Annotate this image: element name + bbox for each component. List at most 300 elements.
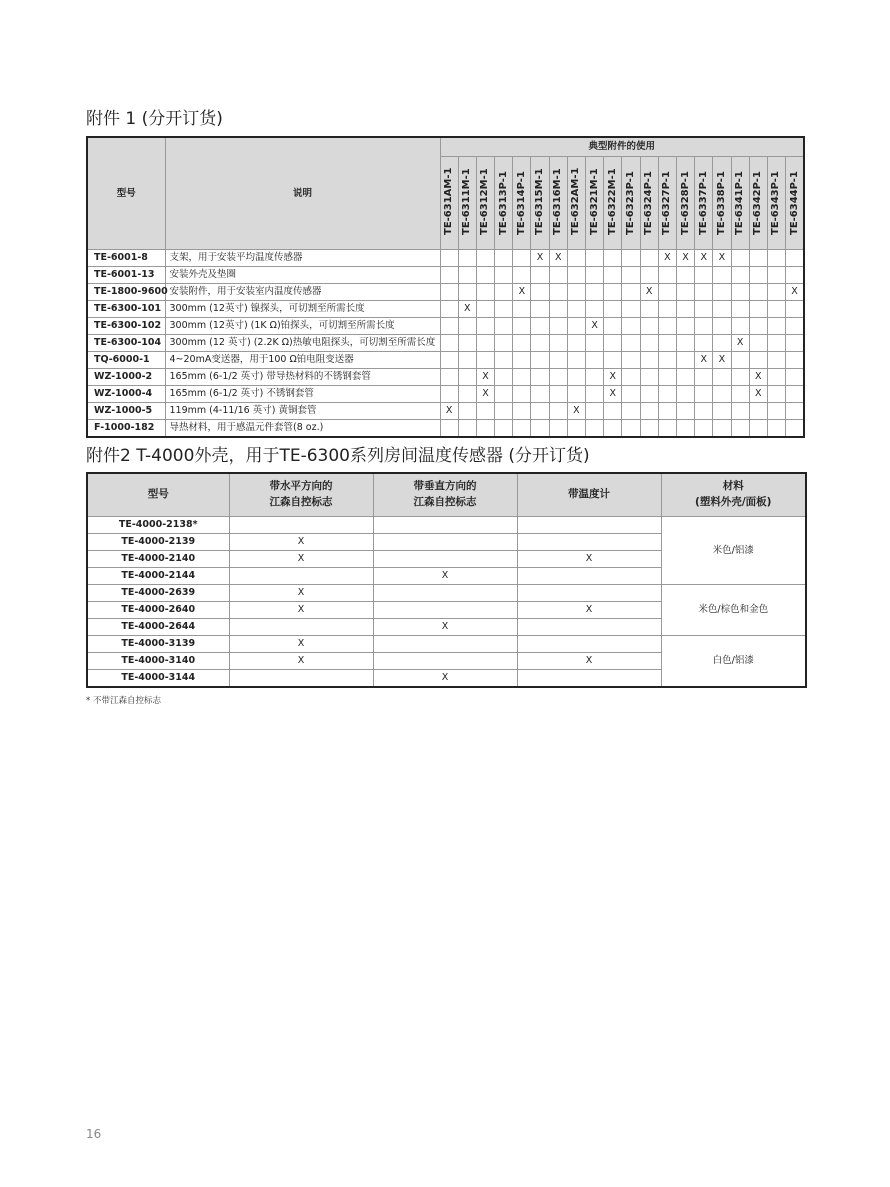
usage-mark [531, 386, 549, 403]
usage-mark [658, 335, 676, 352]
usage-mark [495, 352, 513, 369]
column-header-label: TE-6343P-1 [770, 171, 782, 235]
column-header-label: TE-6314P-1 [515, 171, 527, 235]
usage-mark: X [549, 250, 567, 267]
usage-mark [549, 386, 567, 403]
column-header-label: TE-6311M-1 [461, 168, 473, 235]
row-model: TE-6300-102 [87, 318, 165, 335]
usage-mark [767, 318, 785, 335]
table-row [87, 250, 804, 267]
usage-mark [495, 284, 513, 301]
usage-mark [531, 335, 549, 352]
row-model: TE-4000-2139 [87, 534, 229, 551]
usage-mark [604, 250, 622, 267]
column-header-label: TE-6316M-1 [552, 168, 564, 235]
usage-mark [622, 318, 640, 335]
accessories-table-1 [86, 136, 805, 438]
usage-mark [695, 267, 713, 284]
column-header [767, 157, 785, 250]
row-description: 165mm (6-1/2 英寸) 带导热材料的不锈钢套管 [165, 369, 440, 386]
usage-mark: X [604, 369, 622, 386]
usage-mark [567, 369, 585, 386]
column-header-label: TE-631AM-1 [443, 167, 455, 235]
usage-mark [676, 386, 694, 403]
usage-mark [604, 335, 622, 352]
usage-mark [767, 267, 785, 284]
usage-mark: X [640, 284, 658, 301]
usage-mark [640, 267, 658, 284]
usage-mark [495, 301, 513, 318]
usage-mark [495, 403, 513, 420]
usage-mark [549, 318, 567, 335]
usage-mark [531, 352, 549, 369]
usage-mark [458, 318, 476, 335]
usage-mark [622, 267, 640, 284]
column-header-label: TE-6324P-1 [643, 171, 655, 235]
usage-mark: X [476, 369, 494, 386]
vertical-logo-mark [373, 551, 517, 568]
column-header-label: TE-6312M-1 [479, 168, 491, 235]
usage-mark: X [749, 386, 767, 403]
usage-mark: X [713, 250, 731, 267]
usage-mark [676, 335, 694, 352]
accessories-table-2 [86, 472, 807, 688]
usage-mark [586, 335, 604, 352]
column-header [622, 157, 640, 250]
table2-title: 附件2 T-4000外壳，用于TE-6300系列房间温度传感器 (分开订货) [86, 446, 590, 466]
usage-mark [658, 284, 676, 301]
usage-mark [531, 284, 549, 301]
table-row [87, 517, 806, 534]
column-header-label: TE-6338P-1 [715, 171, 727, 235]
usage-mark [513, 250, 531, 267]
row-model: WZ-1000-4 [87, 386, 165, 403]
usage-mark [458, 352, 476, 369]
usage-mark [495, 386, 513, 403]
usage-mark [495, 318, 513, 335]
usage-mark [767, 335, 785, 352]
usage-mark [731, 386, 749, 403]
column-header-label: TE-6341P-1 [734, 171, 746, 235]
table-row [87, 318, 804, 335]
column-header-label: TE-6344P-1 [788, 171, 800, 235]
usage-mark [586, 369, 604, 386]
usage-mark [586, 250, 604, 267]
usage-mark [531, 267, 549, 284]
table-row [87, 352, 804, 369]
usage-mark [458, 250, 476, 267]
usage-mark [676, 284, 694, 301]
column-header [549, 157, 567, 250]
usage-mark [786, 386, 804, 403]
column-header-label: TE-6337P-1 [697, 171, 709, 235]
usage-mark [695, 301, 713, 318]
usage-mark [531, 420, 549, 438]
usage-mark [713, 335, 731, 352]
usage-mark: X [440, 403, 458, 420]
usage-mark [767, 403, 785, 420]
usage-mark [604, 301, 622, 318]
usage-mark [658, 403, 676, 420]
usage-mark [640, 352, 658, 369]
row-model: TE-4000-2640 [87, 602, 229, 619]
page-number: 16 [86, 1127, 102, 1141]
vertical-logo-mark [373, 534, 517, 551]
usage-mark [513, 267, 531, 284]
usage-mark [549, 369, 567, 386]
horizontal-logo-mark: X [229, 551, 373, 568]
usage-mark [567, 420, 585, 438]
usage-mark [731, 403, 749, 420]
usage-mark [549, 335, 567, 352]
thermometer-mark: X [517, 602, 661, 619]
usage-mark: X [713, 352, 731, 369]
usage-mark [604, 420, 622, 438]
usage-mark [767, 420, 785, 438]
usage-mark [767, 250, 785, 267]
column-header [749, 157, 767, 250]
table-row [87, 267, 804, 284]
material-cell: 米色/铝漆 [661, 517, 806, 585]
usage-mark [476, 301, 494, 318]
usage-mark [713, 284, 731, 301]
horizontal-logo-mark: X [229, 636, 373, 653]
column-header [713, 157, 731, 250]
usage-mark [622, 250, 640, 267]
usage-mark [476, 352, 494, 369]
thermometer-mark [517, 636, 661, 653]
usage-mark [531, 403, 549, 420]
usage-mark [549, 420, 567, 438]
column-header-label: TE-632AM-1 [570, 167, 582, 235]
header-model: 型号 [87, 137, 165, 250]
row-model: F-1000-182 [87, 420, 165, 438]
table-row [87, 386, 804, 403]
column-header-label: TE-6328P-1 [679, 171, 691, 235]
usage-mark: X [731, 335, 749, 352]
usage-mark [622, 352, 640, 369]
usage-mark [513, 386, 531, 403]
usage-mark [658, 318, 676, 335]
usage-mark [731, 267, 749, 284]
column-header [676, 157, 694, 250]
usage-mark [713, 420, 731, 438]
table-row [87, 284, 804, 301]
usage-mark [767, 301, 785, 318]
header-vertical-logo: 带垂直方向的 江森自控标志 [373, 473, 517, 517]
column-header [658, 157, 676, 250]
column-header [731, 157, 749, 250]
usage-mark [440, 369, 458, 386]
column-header [440, 157, 458, 250]
usage-mark [440, 250, 458, 267]
row-model: WZ-1000-2 [87, 369, 165, 386]
header-description: 说明 [165, 137, 440, 250]
usage-mark [786, 250, 804, 267]
row-description: 安装附件，用于安装室内温度传感器 [165, 284, 440, 301]
usage-mark [495, 250, 513, 267]
table-row [87, 403, 804, 420]
usage-mark [513, 301, 531, 318]
usage-mark [749, 352, 767, 369]
column-header [640, 157, 658, 250]
usage-mark [731, 369, 749, 386]
usage-mark [567, 352, 585, 369]
usage-mark [586, 267, 604, 284]
usage-mark [713, 301, 731, 318]
usage-mark [658, 301, 676, 318]
usage-mark [749, 420, 767, 438]
usage-mark [567, 284, 585, 301]
usage-mark [604, 403, 622, 420]
usage-mark [495, 420, 513, 438]
column-header-label: TE-6315M-1 [534, 168, 546, 235]
row-model: TE-4000-2144 [87, 568, 229, 585]
vertical-logo-mark [373, 585, 517, 602]
header-material: 材料 (塑料外壳/面板) [661, 473, 806, 517]
usage-mark [786, 420, 804, 438]
usage-mark [731, 318, 749, 335]
usage-mark [476, 420, 494, 438]
row-model: WZ-1000-5 [87, 403, 165, 420]
usage-mark [622, 369, 640, 386]
usage-mark [767, 369, 785, 386]
column-header [476, 157, 494, 250]
column-header [458, 157, 476, 250]
usage-mark [749, 284, 767, 301]
table-row [87, 301, 804, 318]
usage-mark [658, 267, 676, 284]
usage-mark [658, 386, 676, 403]
column-header [531, 157, 549, 250]
usage-mark [567, 335, 585, 352]
column-header-label: TE-6327P-1 [661, 171, 673, 235]
usage-mark [458, 267, 476, 284]
usage-mark: X [749, 369, 767, 386]
usage-mark [640, 335, 658, 352]
usage-mark: X [513, 284, 531, 301]
usage-mark [622, 386, 640, 403]
row-description: 119mm (4-11/16 英寸) 黄铜套管 [165, 403, 440, 420]
horizontal-logo-mark: X [229, 585, 373, 602]
header-thermometer: 带温度计 [517, 473, 661, 517]
usage-mark: X [476, 386, 494, 403]
usage-mark [676, 403, 694, 420]
table1-title: 附件 1 (分开订货) [86, 109, 223, 129]
usage-mark [731, 420, 749, 438]
usage-mark [786, 267, 804, 284]
material-cell: 米色/棕色和金色 [661, 585, 806, 636]
usage-mark [731, 284, 749, 301]
usage-mark [658, 352, 676, 369]
usage-mark [440, 267, 458, 284]
usage-mark [513, 403, 531, 420]
usage-mark [640, 403, 658, 420]
thermometer-mark: X [517, 653, 661, 670]
usage-mark [513, 369, 531, 386]
thermometer-mark [517, 619, 661, 636]
usage-mark [458, 335, 476, 352]
row-model: TE-6001-8 [87, 250, 165, 267]
usage-mark: X [531, 250, 549, 267]
usage-mark [767, 386, 785, 403]
usage-mark [713, 369, 731, 386]
usage-mark [676, 369, 694, 386]
usage-mark [458, 386, 476, 403]
row-model: TE-6001-13 [87, 267, 165, 284]
usage-mark: X [695, 352, 713, 369]
usage-mark [476, 335, 494, 352]
usage-mark [676, 267, 694, 284]
usage-mark [604, 318, 622, 335]
row-description: 导热材料，用于感温元件套管(8 oz.) [165, 420, 440, 438]
usage-mark [622, 403, 640, 420]
column-header-label: TE-6323P-1 [624, 171, 636, 235]
column-header [786, 157, 804, 250]
usage-mark [549, 403, 567, 420]
vertical-logo-mark: X [373, 619, 517, 636]
usage-mark [749, 301, 767, 318]
usage-mark [476, 284, 494, 301]
usage-mark [476, 403, 494, 420]
usage-mark [749, 335, 767, 352]
vertical-logo-mark: X [373, 670, 517, 688]
usage-mark [622, 420, 640, 438]
usage-mark [440, 318, 458, 335]
usage-mark [695, 386, 713, 403]
usage-mark [440, 301, 458, 318]
usage-mark [567, 267, 585, 284]
usage-mark: X [695, 250, 713, 267]
usage-mark [604, 352, 622, 369]
usage-mark [549, 267, 567, 284]
row-description: 4~20mA变送器，用于100 Ω铂电阻变送器 [165, 352, 440, 369]
usage-mark [767, 284, 785, 301]
row-model: TE-6300-104 [87, 335, 165, 352]
usage-mark [676, 352, 694, 369]
column-header-label: TE-6321M-1 [588, 168, 600, 235]
row-model: TE-6300-101 [87, 301, 165, 318]
vertical-logo-mark [373, 517, 517, 534]
usage-mark: X [567, 403, 585, 420]
usage-mark [440, 386, 458, 403]
horizontal-logo-mark: X [229, 534, 373, 551]
row-description: 165mm (6-1/2 英寸) 不锈钢套管 [165, 386, 440, 403]
usage-mark [786, 318, 804, 335]
usage-mark [676, 301, 694, 318]
table-row [87, 335, 804, 352]
usage-mark [713, 267, 731, 284]
usage-mark [458, 420, 476, 438]
column-header-label: TE-6313P-1 [497, 171, 509, 235]
usage-mark [531, 318, 549, 335]
header-horizontal-logo: 带水平方向的 江森自控标志 [229, 473, 373, 517]
usage-mark [476, 318, 494, 335]
header-model: 型号 [87, 473, 229, 517]
column-header [495, 157, 513, 250]
usage-mark [458, 403, 476, 420]
usage-mark [604, 284, 622, 301]
usage-mark [749, 318, 767, 335]
column-header-label: TE-6322M-1 [606, 168, 618, 235]
usage-mark [586, 386, 604, 403]
usage-mark [440, 284, 458, 301]
usage-mark [713, 386, 731, 403]
footnote: * 不带江森自控标志 [86, 696, 161, 706]
usage-mark [695, 369, 713, 386]
usage-mark [495, 267, 513, 284]
usage-mark: X [786, 284, 804, 301]
thermometer-mark: X [517, 551, 661, 568]
usage-mark [567, 318, 585, 335]
usage-mark [604, 267, 622, 284]
thermometer-mark [517, 670, 661, 688]
horizontal-logo-mark [229, 619, 373, 636]
usage-mark [713, 318, 731, 335]
usage-mark [676, 420, 694, 438]
column-header [695, 157, 713, 250]
thermometer-mark [517, 534, 661, 551]
usage-mark [640, 250, 658, 267]
usage-mark [458, 369, 476, 386]
usage-mark [786, 352, 804, 369]
horizontal-logo-mark: X [229, 602, 373, 619]
vertical-logo-mark [373, 653, 517, 670]
usage-mark [640, 318, 658, 335]
usage-mark [622, 284, 640, 301]
usage-mark: X [658, 250, 676, 267]
horizontal-logo-mark [229, 517, 373, 534]
thermometer-mark [517, 517, 661, 534]
thermometer-mark [517, 568, 661, 585]
usage-mark [658, 369, 676, 386]
table-row [87, 369, 804, 386]
usage-mark [622, 301, 640, 318]
usage-mark [749, 250, 767, 267]
row-model: TE-1800-9600 [87, 284, 165, 301]
usage-mark [767, 352, 785, 369]
vertical-logo-mark: X [373, 568, 517, 585]
usage-mark [549, 301, 567, 318]
usage-mark: X [604, 386, 622, 403]
usage-mark [513, 352, 531, 369]
usage-mark [695, 420, 713, 438]
usage-mark [586, 301, 604, 318]
usage-mark [786, 403, 804, 420]
row-model: TE-4000-3139 [87, 636, 229, 653]
column-header [567, 157, 585, 250]
vertical-logo-mark [373, 636, 517, 653]
usage-mark [549, 284, 567, 301]
usage-mark [549, 352, 567, 369]
usage-mark [476, 250, 494, 267]
row-description: 300mm (12 英寸) (2.2K Ω)热敏电阻探头，可切割至所需长度 [165, 335, 440, 352]
column-header [513, 157, 531, 250]
usage-mark [495, 369, 513, 386]
usage-mark [640, 301, 658, 318]
usage-mark [622, 335, 640, 352]
usage-mark [567, 250, 585, 267]
row-description: 300mm (12英寸) (1K Ω)铂探头，可切割至所需长度 [165, 318, 440, 335]
row-description: 支架，用于安装平均温度传感器 [165, 250, 440, 267]
usage-mark [476, 267, 494, 284]
usage-mark [640, 369, 658, 386]
usage-mark [695, 284, 713, 301]
usage-mark [440, 420, 458, 438]
usage-mark [731, 250, 749, 267]
usage-mark [495, 335, 513, 352]
row-model: TE-4000-3144 [87, 670, 229, 688]
